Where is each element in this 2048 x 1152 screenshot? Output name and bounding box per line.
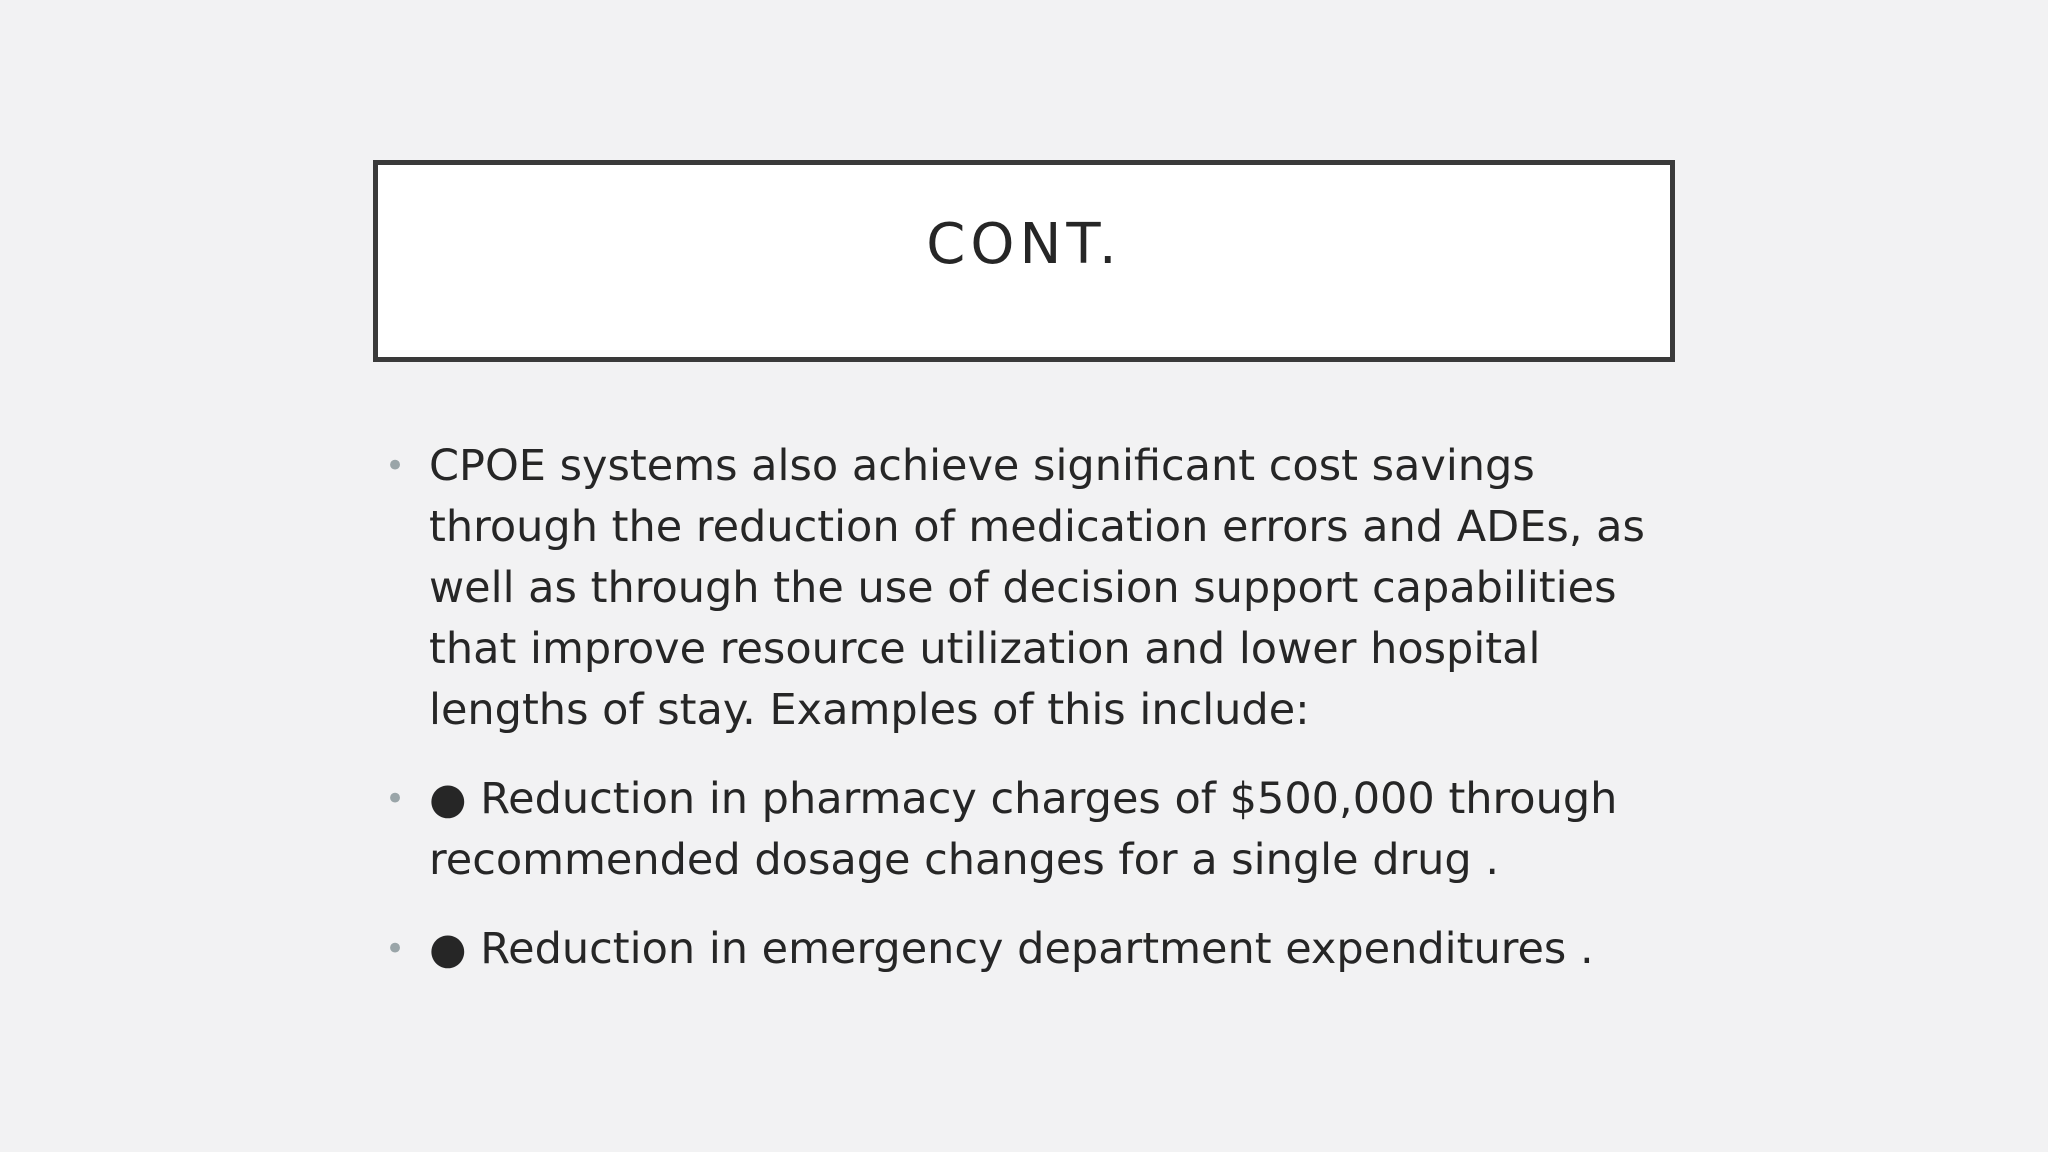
list-item [373,436,1703,741]
list-item-text: ● Reduction in pharmacy charges of $500,000 through recommended dosage changes for a single drug . [429,774,1618,885]
list-item [373,919,1703,980]
bullet-list [373,436,1703,980]
bullet-icon: • [385,929,406,969]
slide-title: CONT. [926,212,1122,277]
bullet-icon: • [385,446,406,486]
list-item [373,769,1703,891]
title-box [373,160,1675,362]
list-item-text: CPOE systems also achieve significant cost savings through the reduction of medication errors and ADEs, as well as through the use of decision support capabilities that improve resource utilization and lower hospital lengths of stay. Examples of this include: [429,441,1645,735]
list-item-text: ● Reduction in emergency department expenditures . [429,924,1594,974]
bullet-icon: • [385,779,406,819]
